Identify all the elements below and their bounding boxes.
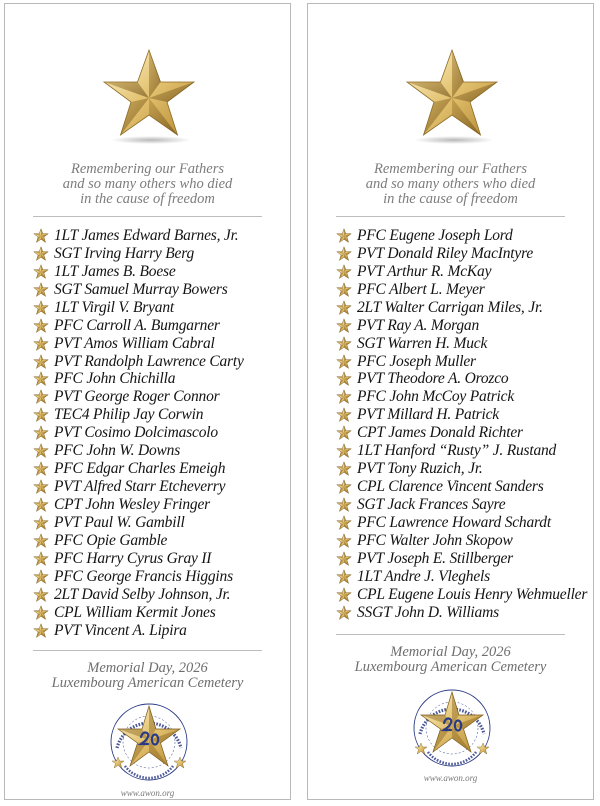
awon-seal-icon bbox=[103, 696, 195, 788]
small-gold-star-icon bbox=[33, 371, 49, 387]
name-item bbox=[33, 568, 244, 586]
name-text: PFC Joseph Muller bbox=[357, 352, 476, 370]
small-gold-star-icon bbox=[336, 389, 352, 405]
small-gold-star-icon bbox=[336, 443, 352, 459]
name-item bbox=[33, 388, 244, 406]
name-text: PFC John Chichilla bbox=[54, 370, 176, 388]
divider bbox=[33, 216, 262, 217]
small-gold-star-icon bbox=[336, 282, 352, 298]
name-item bbox=[336, 496, 587, 514]
small-gold-star-icon bbox=[33, 587, 49, 603]
small-gold-star-icon bbox=[33, 497, 49, 513]
small-gold-star-icon bbox=[33, 515, 49, 531]
name-text: SGT Irving Harry Berg bbox=[54, 244, 195, 262]
small-gold-star-icon bbox=[33, 407, 49, 423]
name-text: SSGT John D. Williams bbox=[357, 603, 499, 621]
name-item bbox=[33, 442, 244, 460]
name-item bbox=[336, 550, 587, 568]
small-gold-star-icon bbox=[33, 533, 49, 549]
name-item bbox=[33, 496, 244, 514]
name-item bbox=[33, 550, 244, 568]
divider bbox=[336, 216, 565, 217]
tagline-line: in the cause of freedom bbox=[80, 191, 215, 207]
names-list bbox=[33, 227, 244, 640]
divider bbox=[33, 650, 262, 651]
tagline-line: and so many others who died bbox=[62, 176, 233, 192]
name-text: PVT Donald Riley MacIntyre bbox=[357, 244, 534, 262]
small-gold-star-icon bbox=[33, 425, 49, 441]
name-item bbox=[336, 335, 587, 353]
name-text: CPL Eugene Louis Henry Wehmueller bbox=[357, 585, 588, 603]
small-gold-star-icon bbox=[33, 551, 49, 567]
name-text: PFC John McCoy Patrick bbox=[357, 388, 515, 406]
small-gold-star-icon bbox=[336, 228, 352, 244]
tagline-line: in the cause of freedom bbox=[383, 191, 518, 207]
tagline bbox=[5, 162, 290, 207]
name-item bbox=[33, 514, 244, 532]
name-text: 2LT David Selby Johnson, Jr. bbox=[54, 585, 231, 603]
name-text: PVT George Roger Connor bbox=[54, 388, 220, 406]
bookmark-card-right bbox=[307, 3, 594, 800]
name-text: PFC Albert L. Meyer bbox=[357, 280, 485, 298]
name-text: 1LT James B. Boese bbox=[54, 262, 176, 280]
name-item bbox=[33, 281, 244, 299]
name-item bbox=[336, 514, 587, 532]
small-gold-star-icon bbox=[33, 569, 49, 585]
name-item bbox=[336, 317, 587, 335]
small-gold-star-icon bbox=[336, 479, 352, 495]
name-item bbox=[336, 388, 587, 406]
small-gold-star-icon bbox=[336, 425, 352, 441]
name-text: PVT Tony Ruzich, Jr. bbox=[357, 460, 483, 478]
name-item bbox=[336, 604, 587, 622]
name-item bbox=[336, 586, 587, 604]
name-text: TEC4 Philip Jay Corwin bbox=[54, 406, 204, 424]
small-gold-star-icon bbox=[336, 461, 352, 477]
name-item bbox=[336, 371, 587, 389]
name-text: CPT John Wesley Fringer bbox=[54, 496, 210, 514]
name-item bbox=[336, 424, 587, 442]
name-text: PVT Randolph Lawrence Carty bbox=[54, 352, 244, 370]
gold-star-icon bbox=[402, 48, 502, 144]
bookmark-card-left bbox=[4, 3, 291, 800]
name-item bbox=[33, 604, 244, 622]
name-text: PFC Opie Gamble bbox=[54, 531, 168, 549]
name-item bbox=[33, 353, 244, 371]
name-item bbox=[336, 299, 587, 317]
small-gold-star-icon bbox=[33, 246, 49, 262]
name-text: PVT Arthur R. McKay bbox=[357, 262, 492, 280]
name-text: PVT Vincent A. Lipira bbox=[54, 621, 187, 639]
memorial-line: Memorial Day, 2026 bbox=[390, 644, 511, 660]
small-gold-star-icon bbox=[33, 282, 49, 298]
name-text: PFC Edgar Charles Emeigh bbox=[54, 460, 226, 478]
website-url: www.awon.org bbox=[423, 773, 478, 783]
name-text: PVT Theodore A. Orozco bbox=[357, 370, 509, 388]
tagline-line: Remembering our Fathers bbox=[70, 161, 225, 177]
small-gold-star-icon bbox=[33, 461, 49, 477]
small-gold-star-icon bbox=[336, 407, 352, 423]
name-item bbox=[336, 263, 587, 281]
small-gold-star-icon bbox=[33, 354, 49, 370]
name-item bbox=[33, 424, 244, 442]
website-url: www.awon.org bbox=[120, 788, 175, 798]
small-gold-star-icon bbox=[336, 371, 352, 387]
name-text: 1LT Hanford “Rusty” J. Rustand bbox=[357, 442, 557, 460]
small-gold-star-icon bbox=[336, 605, 352, 621]
small-gold-star-icon bbox=[336, 318, 352, 334]
small-gold-star-icon bbox=[336, 300, 352, 316]
name-item bbox=[336, 353, 587, 371]
tagline bbox=[308, 162, 593, 207]
gold-star-icon bbox=[99, 48, 199, 144]
small-gold-star-icon bbox=[33, 443, 49, 459]
name-item bbox=[336, 245, 587, 263]
memorial-line: Memorial Day, 2026 bbox=[87, 660, 208, 676]
small-gold-star-icon bbox=[33, 479, 49, 495]
name-text: 1LT Andre J. Vleghels bbox=[357, 567, 490, 585]
name-text: PFC Walter John Skopow bbox=[357, 531, 513, 549]
small-gold-star-icon bbox=[336, 587, 352, 603]
name-text: PVT Ray A. Morgan bbox=[357, 316, 480, 334]
small-gold-star-icon bbox=[336, 264, 352, 280]
name-item bbox=[33, 478, 244, 496]
name-text: PVT Amos William Cabral bbox=[54, 334, 215, 352]
name-text: PFC Eugene Joseph Lord bbox=[357, 226, 513, 244]
name-text: PFC Carroll A. Bumgarner bbox=[54, 316, 220, 334]
memorial-caption bbox=[308, 645, 593, 675]
small-gold-star-icon bbox=[336, 497, 352, 513]
name-text: PFC John W. Downs bbox=[54, 442, 181, 460]
name-text: PVT Joseph E. Stillberger bbox=[357, 549, 514, 567]
small-gold-star-icon bbox=[336, 246, 352, 262]
name-item bbox=[336, 478, 587, 496]
name-text: SGT Warren H. Muck bbox=[357, 334, 488, 352]
name-text: SGT Samuel Murray Bowers bbox=[54, 280, 228, 298]
name-text: PFC Harry Cyrus Gray II bbox=[54, 549, 212, 567]
small-gold-star-icon bbox=[33, 389, 49, 405]
small-gold-star-icon bbox=[336, 336, 352, 352]
name-text: PFC George Francis Higgins bbox=[54, 567, 233, 585]
small-gold-star-icon bbox=[33, 605, 49, 621]
small-gold-star-icon bbox=[33, 264, 49, 280]
divider bbox=[336, 634, 565, 635]
name-item bbox=[33, 245, 244, 263]
tagline-line: and so many others who died bbox=[365, 176, 536, 192]
name-item bbox=[336, 568, 587, 586]
small-gold-star-icon bbox=[336, 515, 352, 531]
names-list bbox=[336, 227, 587, 622]
name-item bbox=[336, 227, 587, 245]
name-item bbox=[33, 227, 244, 245]
name-text: 2LT Walter Carrigan Miles, Jr. bbox=[357, 298, 543, 316]
name-text: CPT James Donald Richter bbox=[357, 424, 523, 442]
small-gold-star-icon bbox=[336, 354, 352, 370]
memorial-line: Luxembourg American Cemetery bbox=[51, 675, 244, 691]
small-gold-star-icon bbox=[33, 228, 49, 244]
name-item bbox=[33, 460, 244, 478]
small-gold-star-icon bbox=[33, 318, 49, 334]
name-text: PVT Cosimo Dolcimascolo bbox=[54, 424, 218, 442]
name-text: 1LT James Edward Barnes, Jr. bbox=[54, 226, 239, 244]
name-text: CPL William Kermit Jones bbox=[54, 603, 216, 621]
small-gold-star-icon bbox=[33, 623, 49, 639]
name-item bbox=[336, 281, 587, 299]
name-item bbox=[33, 299, 244, 317]
small-gold-star-icon bbox=[33, 336, 49, 352]
name-item bbox=[33, 317, 244, 335]
name-item bbox=[336, 532, 587, 550]
name-text: SGT Jack Frances Sayre bbox=[357, 496, 506, 514]
small-gold-star-icon bbox=[336, 533, 352, 549]
name-item bbox=[33, 532, 244, 550]
name-item bbox=[33, 263, 244, 281]
name-item bbox=[33, 622, 244, 640]
name-text: PVT Millard H. Patrick bbox=[357, 406, 499, 424]
memorial-caption bbox=[5, 661, 290, 691]
tagline-line: Remembering our Fathers bbox=[373, 161, 528, 177]
small-gold-star-icon bbox=[33, 300, 49, 316]
name-text: PFC Lawrence Howard Schardt bbox=[357, 513, 551, 531]
name-item bbox=[336, 406, 587, 424]
name-text: PVT Paul W. Gambill bbox=[54, 513, 185, 531]
name-item bbox=[336, 460, 587, 478]
memorial-line: Luxembourg American Cemetery bbox=[354, 659, 547, 675]
name-item bbox=[33, 406, 244, 424]
name-text: CPL Clarence Vincent Sanders bbox=[357, 478, 544, 496]
name-text: 1LT Virgil V. Bryant bbox=[54, 298, 175, 316]
name-text: PVT Alfred Starr Etcheverry bbox=[54, 478, 226, 496]
name-item bbox=[33, 371, 244, 389]
name-item bbox=[33, 586, 244, 604]
small-gold-star-icon bbox=[336, 569, 352, 585]
name-item bbox=[336, 442, 587, 460]
small-gold-star-icon bbox=[336, 551, 352, 567]
name-item bbox=[33, 335, 244, 353]
awon-seal-icon bbox=[406, 682, 498, 774]
